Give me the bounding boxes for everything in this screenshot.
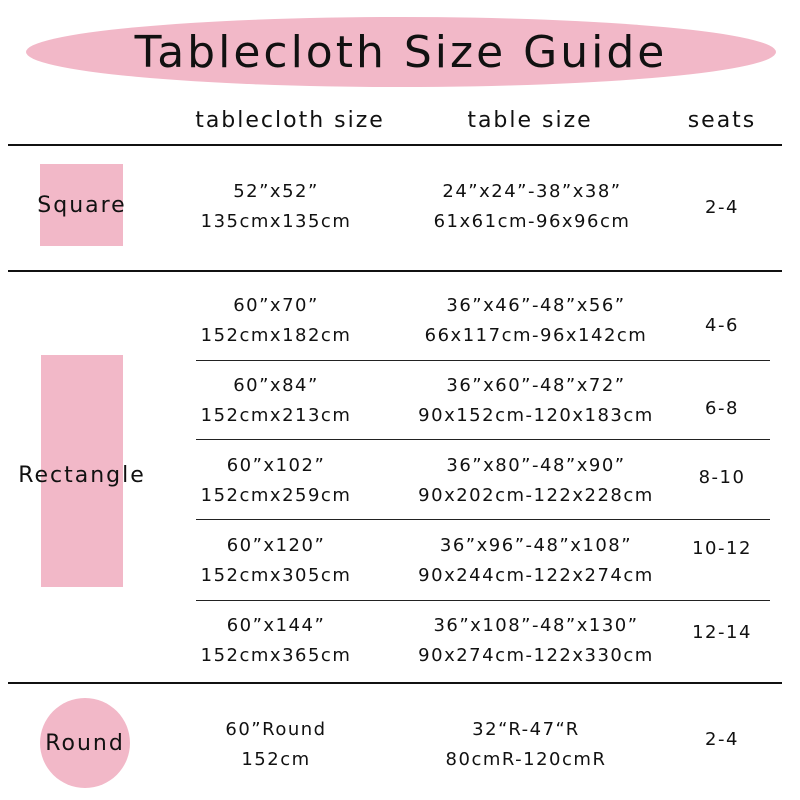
rectangle-row-tablecloth-size [176,286,376,356]
round-label: Round [45,730,125,756]
table-size-inches: 32“R-47“R [472,719,580,741]
header-tablecloth-size: tablecloth size [195,107,385,133]
row-divider [196,600,770,601]
section-divider-square [8,270,782,272]
cloth-size-inches: 60”Round [225,719,327,741]
section-divider-top [8,144,782,146]
table-size-cm: 90x152cm-120x183cm [418,405,654,426]
square-label: Square [37,192,127,218]
table-size-cm: 80cmR-120cmR [445,749,607,770]
rectangle-row-tablecloth-size [176,446,376,516]
rectangle-row-table-size [400,526,672,596]
rectangle-row-table-size [400,286,672,356]
cloth-size-cm: 152cmx305cm [200,565,352,586]
cloth-size-cm: 152cmx182cm [200,325,352,346]
row-divider [196,439,770,440]
rectangle-row-seats: 4-6 [705,314,739,336]
table-size-inches: 36”x108”-48”x130” [433,615,639,637]
page-title: Tablecloth Size Guide [134,26,668,78]
cloth-size-inches: 60”x120” [226,535,326,557]
rectangle-row-table-size [400,606,672,676]
cloth-size-cm: 152cmx365cm [200,645,352,666]
table-size-cm: 90x274cm-122x330cm [418,645,654,666]
table-size-cm: 90x244cm-122x274cm [418,565,654,586]
header-table-size: table size [467,107,593,133]
cloth-size-inches: 60”x84” [233,375,319,397]
cloth-size-cm: 152cmx213cm [200,405,352,426]
round-table-size [400,710,652,780]
square-table-size [400,170,664,244]
rectangle-row-tablecloth-size [176,366,376,436]
table-size-cm: 66x117cm-96x142cm [424,325,648,346]
square-tablecloth-size [176,170,376,244]
table-size-inches: 24”x24”-38”x38” [442,181,622,203]
cloth-size-cm: 135cmx135cm [200,211,352,232]
row-divider [196,519,770,520]
cloth-size-cm: 152cm [241,749,311,770]
round-tablecloth-size [176,710,376,780]
rectangle-row-tablecloth-size [176,606,376,676]
cloth-size-inches: 60”x144” [226,615,326,637]
rectangle-label: Rectangle [18,462,146,488]
table-size-cm: 61x61cm-96x96cm [433,211,631,232]
cloth-size-inches: 60”x102” [226,455,326,477]
rectangle-row-table-size [400,446,672,516]
cloth-size-inches: 52”x52” [233,181,319,203]
rectangle-row-seats: 12-14 [692,621,752,643]
rectangle-row-seats: 6-8 [705,397,739,419]
round-seats: 2-4 [705,728,739,750]
rectangle-row-seats: 10-12 [692,537,752,559]
table-size-inches: 36”x60”-48”x72” [446,375,626,397]
table-size-cm: 90x202cm-122x228cm [418,485,654,506]
table-size-inches: 36”x80”-48”x90” [446,455,626,477]
table-size-inches: 36”x46”-48”x56” [446,295,626,317]
rectangle-row-seats: 8-10 [698,466,746,488]
cloth-size-inches: 60”x70” [233,295,319,317]
rectangle-row-table-size [400,366,672,436]
cloth-size-cm: 152cmx259cm [200,485,352,506]
rectangle-row-tablecloth-size [176,526,376,596]
section-divider-rectangle [8,682,782,684]
header-seats: seats [687,107,757,133]
row-divider [196,360,770,361]
square-seats: 2-4 [705,196,739,218]
table-size-inches: 36”x96”-48”x108” [439,535,633,557]
